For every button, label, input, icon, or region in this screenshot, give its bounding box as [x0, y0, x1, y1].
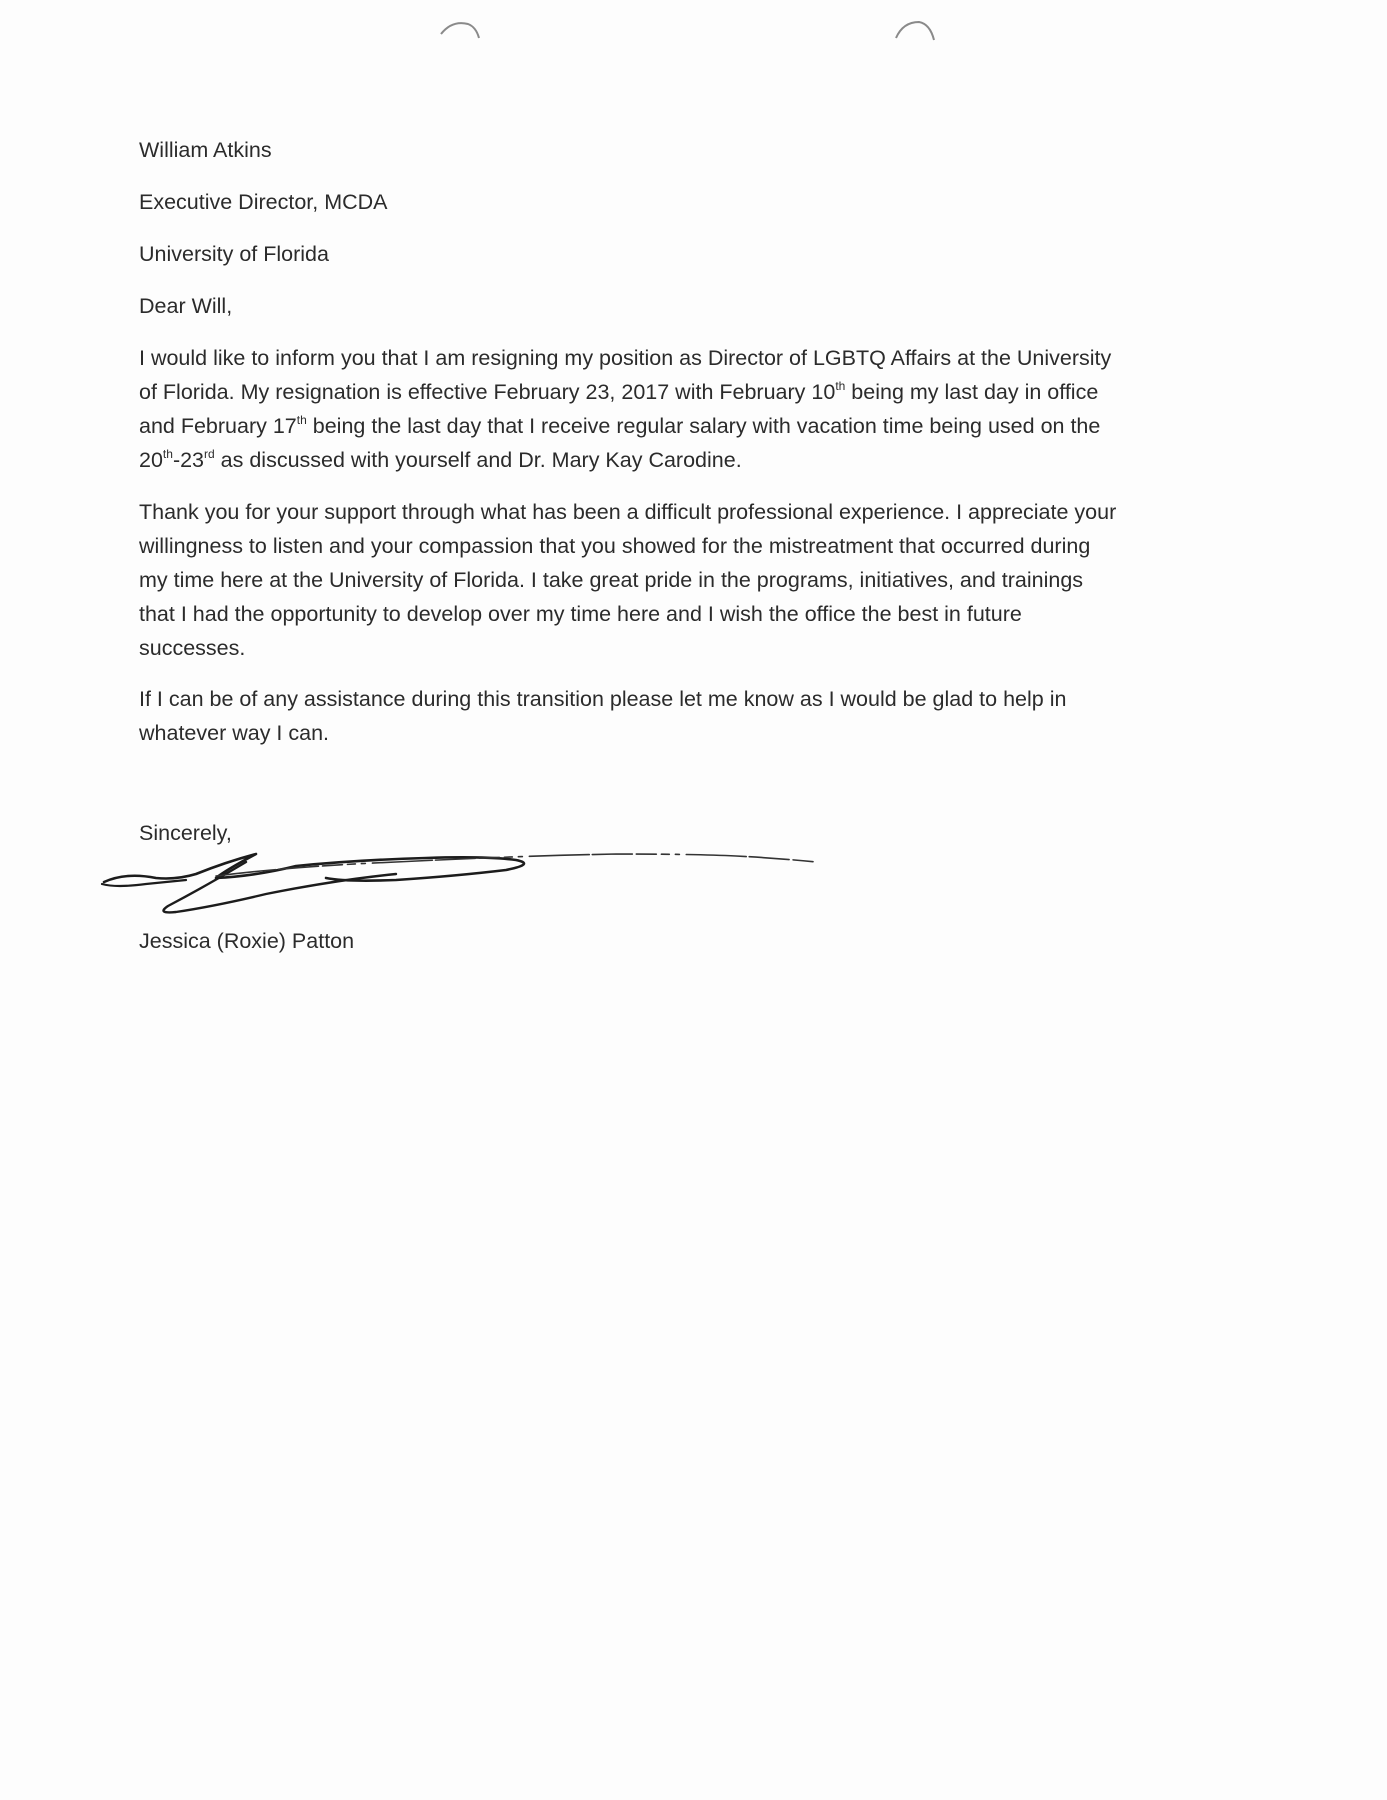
paragraph-line: my time here at the University of Florida. I take great pride in the programs, initiatives, and trainings	[139, 568, 1084, 592]
recipient-name: William Atkins	[139, 138, 272, 162]
handwritten-signature	[96, 836, 856, 926]
paragraph-line: If I can be of any assistance during this transition please let me know as I would be glad to help in	[139, 687, 1067, 711]
paragraph-assistance	[139, 682, 1219, 750]
closing: Sincerely,	[139, 821, 232, 845]
paragraph-line: and February 17th being the last day that I receive regular salary with vacation time being used on the	[139, 412, 1101, 438]
paragraph-line: that I had the opportunity to develop over my time here and I wish the office the best in future	[139, 602, 1022, 626]
salutation: Dear Will,	[139, 294, 233, 318]
recipient-institution: University of Florida	[139, 242, 329, 266]
paragraph-line: Thank you for your support through what has been a difficult professional experience. I appreciate your	[139, 500, 1117, 524]
punch-hole-mark-icon	[893, 16, 937, 44]
recipient-title: Executive Director, MCDA	[139, 190, 388, 214]
punch-hole-mark-icon	[438, 16, 482, 44]
paragraph-line: willingness to listen and your compassion that you showed for the mistreatment that occurred during	[139, 534, 1091, 558]
paragraph-resignation	[139, 341, 1219, 477]
paragraph-line: successes.	[139, 636, 246, 660]
paragraph-line: 20th-23rd as discussed with yourself and Dr. Mary Kay Carodine.	[139, 446, 742, 472]
paragraph-line: I would like to inform you that I am resigning my position as Director of LGBTQ Affairs at the University	[139, 346, 1112, 370]
paragraph-line: whatever way I can.	[139, 721, 330, 745]
paragraph-thanks	[139, 495, 1219, 665]
paragraph-line: of Florida. My resignation is effective February 23, 2017 with February 10th being my last day in office	[139, 378, 1099, 404]
signer-name: Jessica (Roxie) Patton	[139, 929, 355, 953]
